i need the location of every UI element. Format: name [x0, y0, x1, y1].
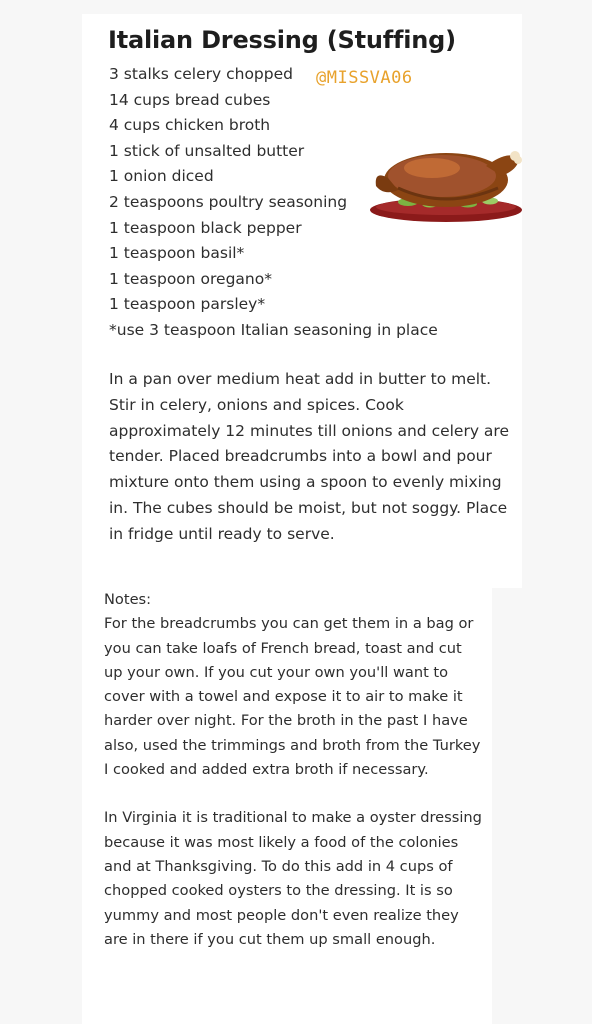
ingredient-item: 1 teaspoon black pepper	[109, 218, 302, 237]
ingredient-item: 1 teaspoon basil*	[109, 244, 245, 263]
ingredient-item: 1 stick of unsalted butter	[109, 141, 305, 160]
ingredient-item: 1 teaspoon oregano*	[109, 269, 272, 288]
ingredient-item: 2 teaspoons poultry seasoning	[109, 192, 348, 211]
roast-turkey-icon	[368, 140, 524, 228]
notes-breadcrumbs: For the breadcrumbs you can get them in a bag or you can take loafs of French bread, toast and cut up your own. If you cut your own you'll want to cover with a towel and expose it to air to make it harder over night. For the broth in the past I have also, used the trimmings and broth from the Turkey I cooked and added extra broth if necessary.	[104, 615, 481, 779]
notes-oyster: In Virginia it is traditional to make a oyster dressing because it was most likely a food of the colonies and at Thanksgiving. To do this add in 4 cups of chopped cooked oysters to the dressing. It is so yummy and most people don't even realize they are in there if you cut them up small enough.	[104, 809, 482, 948]
ingredient-item: 1 onion diced	[109, 167, 214, 186]
ingredient-item: 4 cups chicken broth	[109, 116, 271, 135]
recipe-directions: In a pan over medium heat add in butter to melt. Stir in celery, onions and spices. Cook approximately 12 minutes till onions and celery are tender. Placed breadcrumbs into a bowl and pour mixture onto them using a spoon to evenly mixing in. The cubes should be moist, but not soggy. Place in fridge until ready to serve.	[109, 370, 510, 543]
recipe-title: Italian Dressing (Stuffing)	[108, 26, 456, 54]
author-handle: @MISSVA06	[316, 68, 413, 88]
ingredient-item: 1 teaspoon parsley*	[109, 295, 266, 314]
ingredient-item: 14 cups bread cubes	[109, 90, 271, 109]
notes-section	[104, 588, 484, 952]
notes-heading: Notes:	[104, 591, 152, 608]
ingredient-item: 3 stalks celery chopped	[109, 65, 293, 83]
ingredient-footnote: *use 3 teaspoon Italian seasoning in place	[109, 320, 438, 339]
